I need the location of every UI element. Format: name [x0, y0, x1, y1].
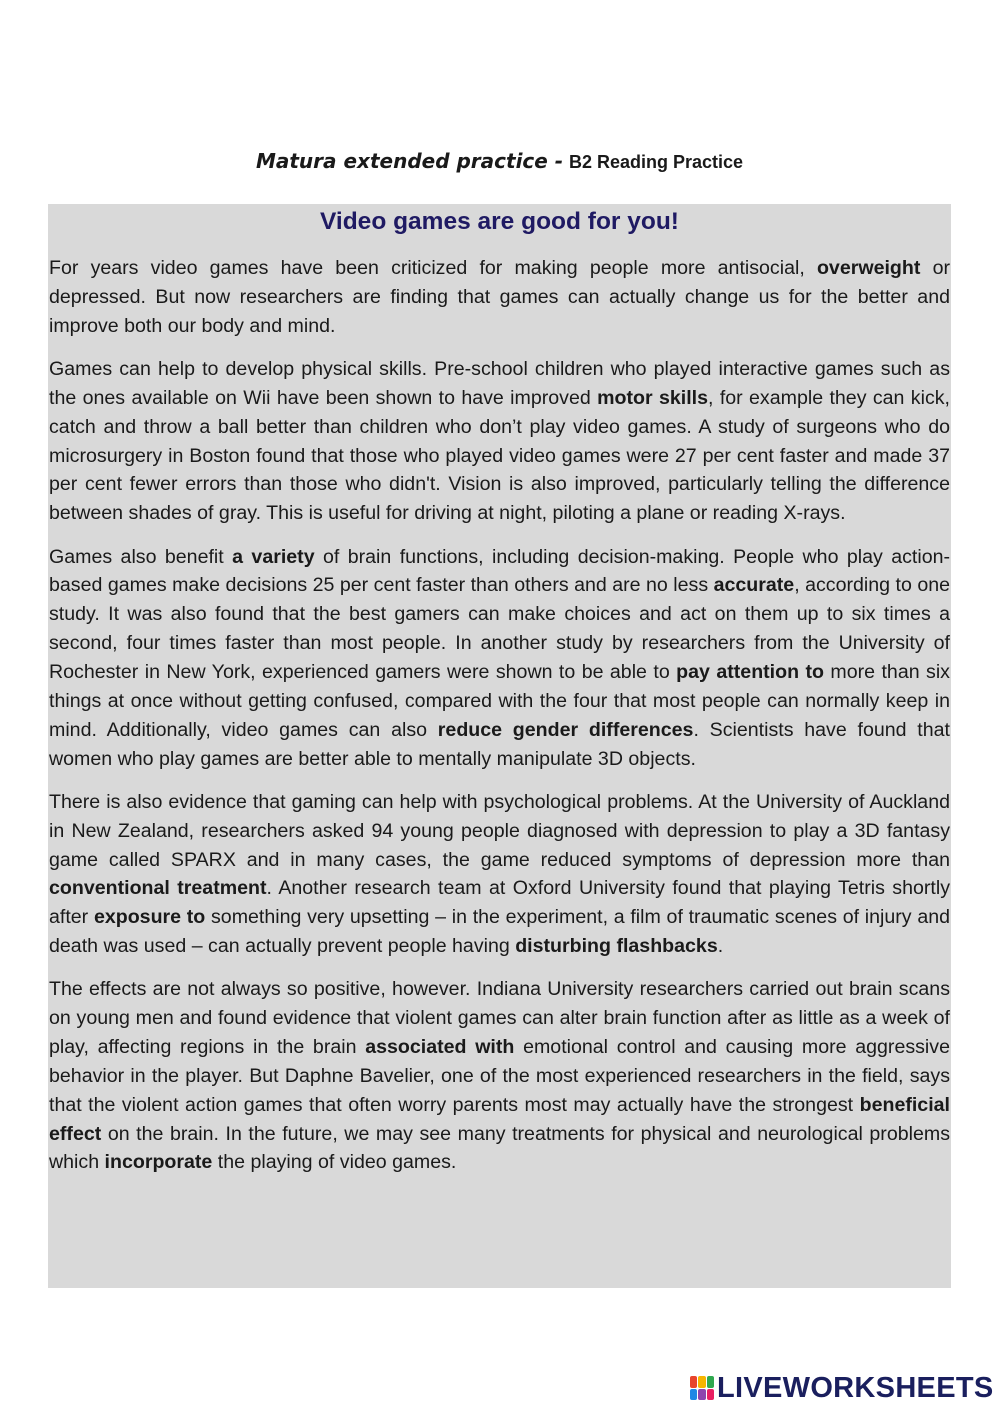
passage-text: . Scientists have found that women who play games are better able to mentally manipulate 3D objects.	[49, 718, 950, 770]
passage-text: , according to one study. It was also found that the best gamers can make choices and act on them up to six times a second, four times faster than most people. In another study by researchers from the University of Rochester in New York, experienced gamers were shown to be able to	[49, 574, 951, 683]
logo-tile	[690, 1389, 697, 1401]
paragraph-3	[49, 543, 950, 774]
paragraph-4	[49, 788, 950, 961]
passage-text: something very upsetting – in the experiment, a film of traumatic scenes of injury and death was used – can actually prevent people having	[49, 906, 951, 958]
worksheet-header	[0, 146, 999, 177]
key-phrase: overweight	[816, 257, 921, 279]
key-phrase: incorporate	[104, 1151, 213, 1174]
key-phrase: exposure to	[93, 906, 206, 929]
key-phrase: motor skills	[597, 386, 709, 409]
series-title: Matura extended practice -	[255, 149, 564, 173]
passage-text: the playing of video games.	[212, 1151, 457, 1174]
passage-text: or depressed. But now researchers are finding that games can actually change us for the better and improve both our body and mind.	[49, 257, 950, 337]
liveworksheets-logo	[690, 1372, 994, 1404]
passage-text: . Another research team at Oxford University found that playing Tetris shortly after	[49, 877, 950, 929]
paragraph-1	[49, 254, 950, 341]
logo-tile	[698, 1376, 705, 1388]
paragraph-5	[49, 975, 950, 1177]
key-phrase: reduce gender differences	[437, 718, 694, 741]
key-phrase: disturbing flashbacks	[515, 935, 718, 958]
key-phrase: associated with	[365, 1036, 515, 1059]
level-title: B2 Reading Practice	[568, 152, 744, 172]
logo-tile	[707, 1389, 714, 1401]
key-phrase: pay attention to	[676, 660, 824, 683]
key-phrase: accurate	[713, 574, 795, 597]
passage-text: Games also benefit	[49, 545, 233, 568]
passage-title: Video games are good for you!	[320, 208, 679, 235]
passage-text: For years video games have been criticized for making people more antisocial,	[49, 257, 817, 279]
logo-mark-icon	[690, 1376, 714, 1400]
passage-text: on the brain. In the future, we may see many treatments for physical and neurological problems which	[49, 1122, 950, 1174]
passage-text: of brain functions, including decision-making. People who play action-based games make decisions 25 per cent faster than others and are no less	[49, 545, 951, 597]
logo-tile	[690, 1376, 697, 1388]
passage-text: Games can help to develop physical skills. Pre-school children who played interactive games such as the ones available on Wii have been shown to have improved	[49, 358, 950, 409]
passage-text: emotional control and causing more aggressive behavior in the player. But Daphne Bavelier, one of the most experienced researchers in the field, says that the violent action games that often worry parents most may actually have the strongest	[49, 1036, 950, 1116]
passage-text: more than six things at once without getting confused, compared with the four that most people can normally keep in mind. Additionally, video games can also	[49, 660, 950, 741]
key-phrase: beneficial effect	[49, 1093, 950, 1145]
logo-tile	[707, 1376, 714, 1388]
reading-passage	[48, 204, 951, 1288]
passage-text: , for example they can kick, catch and throw a ball better than children who don’t play video games. A study of surgeons who do microsurgery in Boston found that those who played video games were 27 per cent faster and made 37 per cent fewer errors than those who didn't. Vision is also improved, particularly telling the difference between shades of gray. This is useful for driving at night, piloting a plane or reading X-rays.	[49, 386, 950, 525]
key-phrase: conventional treatment	[49, 877, 267, 900]
passage-text: .	[717, 935, 724, 958]
paragraph-2	[49, 355, 950, 528]
passage-text: The effects are not always so positive, however. Indiana University researchers carried out brain scans on young men and found evidence that violent games can alter brain function after as little as a week of play, affecting regions in the brain	[49, 978, 950, 1059]
key-phrase: a variety	[232, 545, 315, 568]
passage-text: There is also evidence that gaming can help with psychological problems. At the University of Auckland in New Zealand, researchers asked 94 young people diagnosed with depression to play a 3D fantasy game called SPARX and in many cases, the game reduced symptoms of depression more than	[49, 790, 950, 871]
logo-text: LIVEWORKSHEETS	[717, 1371, 994, 1404]
logo-tile	[698, 1389, 705, 1401]
